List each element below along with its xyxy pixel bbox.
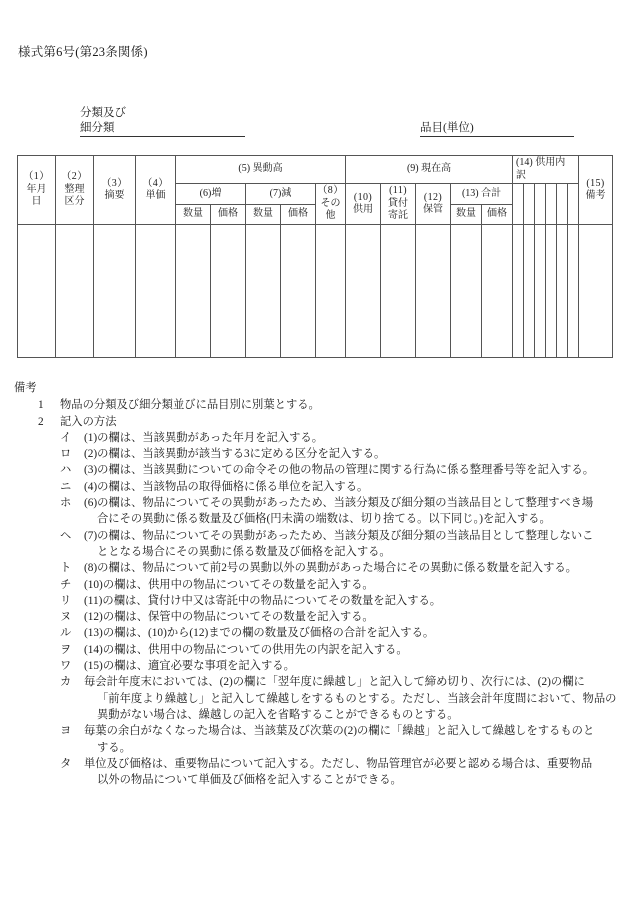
form-number: 様式第6号(第23条関係) — [18, 45, 148, 59]
cell-increase-qty[interactable] — [176, 225, 211, 358]
header-group-5-change-amount: (5) 異動高 — [176, 156, 346, 184]
header-col-11-loan-deposit: (11) 貸付 寄託 — [381, 184, 416, 225]
sub-note-line-3: 異動がない場合は、繰越しの記入を省略することができるものとする。 — [97, 708, 459, 721]
header-col-6-increase: (6)増 — [176, 184, 246, 205]
cell-breakdown-6[interactable] — [568, 225, 579, 358]
sub-note-marker: チ — [60, 578, 72, 591]
classification-label-line1: 分類及び — [80, 107, 126, 119]
list-item — [60, 446, 618, 462]
sub-note-marker: ヲ — [60, 643, 72, 656]
header-col-3-summary: （3） 摘要 — [94, 156, 136, 225]
item-unit-label: 品目(単位) — [420, 121, 574, 137]
sub-note-line-1: (7)の欄は、物品についてその異動があったため、当該分類及び細分類の当該品目として整理しないこ — [84, 529, 594, 542]
header-col-6-qty: 数量 — [176, 204, 211, 224]
header-col-14-sub-4 — [546, 184, 557, 225]
ledger-table — [17, 155, 613, 358]
list-item — [60, 658, 618, 674]
sub-note-marker: ワ — [60, 660, 72, 673]
cell-breakdown-2[interactable] — [524, 225, 535, 358]
sub-note-text — [84, 723, 618, 756]
header-col-7-decrease: (7)減 — [246, 184, 316, 205]
header-col-14-sub-2 — [524, 184, 535, 225]
sub-note-line-1: (13)の欄は、(10)から(12)までの欄の数量及び価格の合計を記入する。 — [84, 627, 435, 640]
cell-date[interactable] — [18, 225, 56, 358]
sub-note-line-1: 毎会計年度末においては、(2)の欄に「翌年度に繰越し」と記入して締め切り、次行には、(2)の欄に — [84, 676, 585, 689]
sub-note-line-2: 「前年度より繰越し」と記入して繰越しをするものとする。ただし、当該会計年度間において、物品の — [97, 692, 617, 705]
sub-note-marker: ヨ — [60, 725, 72, 738]
sub-note-marker: ホ — [60, 497, 72, 510]
sub-note-text — [84, 593, 618, 609]
sub-note-text — [84, 674, 618, 723]
header-col-7-qty: 数量 — [246, 204, 281, 224]
sub-note-marker: ロ — [60, 448, 72, 461]
header-col-1-date: （1） 年月 日 — [18, 156, 56, 225]
header-col-7-price: 価格 — [281, 204, 316, 224]
header-col-10-in-use: (10) 供用 — [346, 184, 381, 225]
list-item — [60, 625, 618, 641]
sub-note-marker: ル — [60, 627, 72, 640]
sub-note-line-1: (15)の欄は、適宜必要な事項を記入する。 — [84, 660, 295, 673]
sub-note-text — [84, 658, 618, 674]
list-item — [60, 528, 618, 561]
sub-note-text — [84, 462, 618, 478]
sub-note-line-1: 単位及び価格は、重要物品について記入する。ただし、物品管理官が必要と認める場合は、重要物品 — [84, 757, 593, 770]
cell-breakdown-3[interactable] — [535, 225, 546, 358]
header-col-15-remarks: (15) 備考 — [579, 156, 613, 225]
cell-summary[interactable] — [94, 225, 136, 358]
list-item — [60, 577, 618, 593]
header-group-9-current-amount: (9) 現在高 — [346, 156, 513, 184]
sub-note-line-2: 以外の物品について単価及び価格を記入することができる。 — [97, 774, 402, 787]
sub-note-line-2: 合にその異動に係る数量及び価格(円未満の端数は、切り捨てる。以下同じ。)を記入する。 — [97, 513, 551, 526]
sub-note-marker: ト — [60, 562, 72, 575]
sub-note-line-1: (12)の欄は、保管中の物品についてその数量を記入する。 — [84, 611, 374, 624]
cell-loan-deposit[interactable] — [381, 225, 416, 358]
cell-breakdown-1[interactable] — [513, 225, 524, 358]
header-col-14-sub-3 — [535, 184, 546, 225]
sub-note-marker: タ — [60, 757, 72, 770]
sub-note-line-1: (3)の欄は、当該異動についての命令その他の物品の管理に関する行為に係る整理番号等を記入する。 — [84, 464, 595, 477]
cell-decrease-qty[interactable] — [246, 225, 281, 358]
cell-increase-price[interactable] — [211, 225, 246, 358]
sub-note-line-1: 毎葉の余白がなくなった場合は、当該葉及び次葉の(2)の欄に「繰越」と記入して繰越しをするものと — [84, 725, 595, 738]
sub-note-line-1: (1)の欄は、当該異動があった年月を記入する。 — [84, 431, 323, 444]
sub-note-line-1: (14)の欄は、供用中の物品についての供用先の内訳を記入する。 — [84, 643, 408, 656]
header-col-14-sub-5 — [557, 184, 568, 225]
note-text: 記入の方法 — [60, 415, 117, 428]
sub-note-text — [84, 430, 618, 446]
sub-note-line-2: ととなる場合にその異動に係る数量及び価格を記入する。 — [97, 545, 391, 558]
sub-note-line-1: (4)の欄は、当該物品の取得価格に係る単位を記入する。 — [84, 480, 369, 493]
sub-note-marker: カ — [60, 676, 72, 689]
sub-note-line-1: (10)の欄は、供用中の物品についてその数量を記入する。 — [84, 578, 374, 591]
cell-other[interactable] — [316, 225, 346, 358]
note-numbered-2 — [38, 414, 618, 430]
header-col-4-unit-price: （4） 単価 — [136, 156, 176, 225]
list-item — [60, 723, 618, 756]
list-item — [60, 462, 618, 478]
sub-note-text — [84, 446, 618, 462]
sub-note-text — [84, 560, 618, 576]
header-col-13-total: (13) 合計 — [451, 184, 513, 205]
cell-decrease-price[interactable] — [281, 225, 316, 358]
header-col-2-section: （2） 整理 区分 — [56, 156, 94, 225]
header-col-13-price: 価格 — [482, 204, 513, 224]
sub-note-line-2: する。 — [97, 741, 131, 754]
classification-field-group — [80, 106, 245, 137]
header-col-13-qty: 数量 — [451, 204, 482, 224]
header-col-12-storage: (12) 保管 — [416, 184, 451, 225]
note-marker: 2 — [38, 415, 44, 428]
list-item — [60, 756, 618, 789]
item-unit-field-group — [420, 121, 574, 137]
sub-note-marker: ヘ — [60, 529, 72, 542]
sub-note-text — [84, 625, 618, 641]
note-sub-list — [60, 430, 618, 789]
list-item — [60, 479, 618, 495]
sub-note-text — [84, 495, 618, 528]
table-row — [18, 225, 613, 358]
ledger-header-row-1 — [18, 156, 613, 184]
sub-note-marker: ニ — [60, 480, 72, 493]
sub-note-marker: イ — [60, 431, 72, 444]
cell-in-use[interactable] — [346, 225, 381, 358]
sub-note-line-1: (6)の欄は、物品についてその異動があったため、当該分類及び細分類の当該品目として整理すべき場 — [84, 497, 594, 510]
notes-title: 備考 — [14, 382, 37, 394]
sub-note-text — [84, 479, 618, 495]
classification-label-line2: 細分類 — [80, 121, 245, 137]
sub-note-text — [84, 609, 618, 625]
cell-breakdown-4[interactable] — [546, 225, 557, 358]
list-item — [60, 642, 618, 658]
cell-storage[interactable] — [416, 225, 451, 358]
header-col-14-usage-breakdown: (14) 供用内 訳 — [513, 156, 579, 184]
sub-note-line-1: (8)の欄は、物品について前2号の異動以外の異動があった場合にその異動に係る数量を記入する。 — [84, 562, 577, 575]
cell-total-qty[interactable] — [451, 225, 482, 358]
list-item — [60, 593, 618, 609]
cell-breakdown-5[interactable] — [557, 225, 568, 358]
header-col-14-sub-6 — [568, 184, 579, 225]
ledger-table-container — [17, 155, 613, 358]
sub-note-marker: ハ — [60, 464, 72, 477]
cell-total-price[interactable] — [482, 225, 513, 358]
sub-note-marker: リ — [60, 594, 72, 607]
list-item — [60, 609, 618, 625]
header-col-8-other: （8） その 他 — [316, 184, 346, 225]
list-item — [60, 560, 618, 576]
sub-note-line-1: (2)の欄は、当該異動が該当する3に定める区分を記入する。 — [84, 448, 386, 461]
sub-note-line-1: (11)の欄は、貸付け中又は寄託中の物品についてその数量を記入する。 — [84, 594, 442, 607]
sub-note-text — [84, 528, 618, 561]
notes-section — [14, 380, 618, 788]
header-col-14-sub-1 — [513, 184, 524, 225]
cell-section[interactable] — [56, 225, 94, 358]
note-marker: 1 — [38, 399, 44, 412]
cell-unit-price[interactable] — [136, 225, 176, 358]
cell-remarks[interactable] — [579, 225, 613, 358]
sub-note-text — [84, 642, 618, 658]
list-item — [60, 430, 618, 446]
note-text: 物品の分類及び細分類並びに品目別に別葉とする。 — [60, 399, 320, 412]
list-item — [60, 674, 618, 723]
header-col-6-price: 価格 — [211, 204, 246, 224]
note-numbered-1 — [38, 397, 618, 413]
list-item — [60, 495, 618, 528]
sub-note-text — [84, 577, 618, 593]
sub-note-text — [84, 756, 618, 789]
sub-note-marker: ヌ — [60, 611, 72, 624]
